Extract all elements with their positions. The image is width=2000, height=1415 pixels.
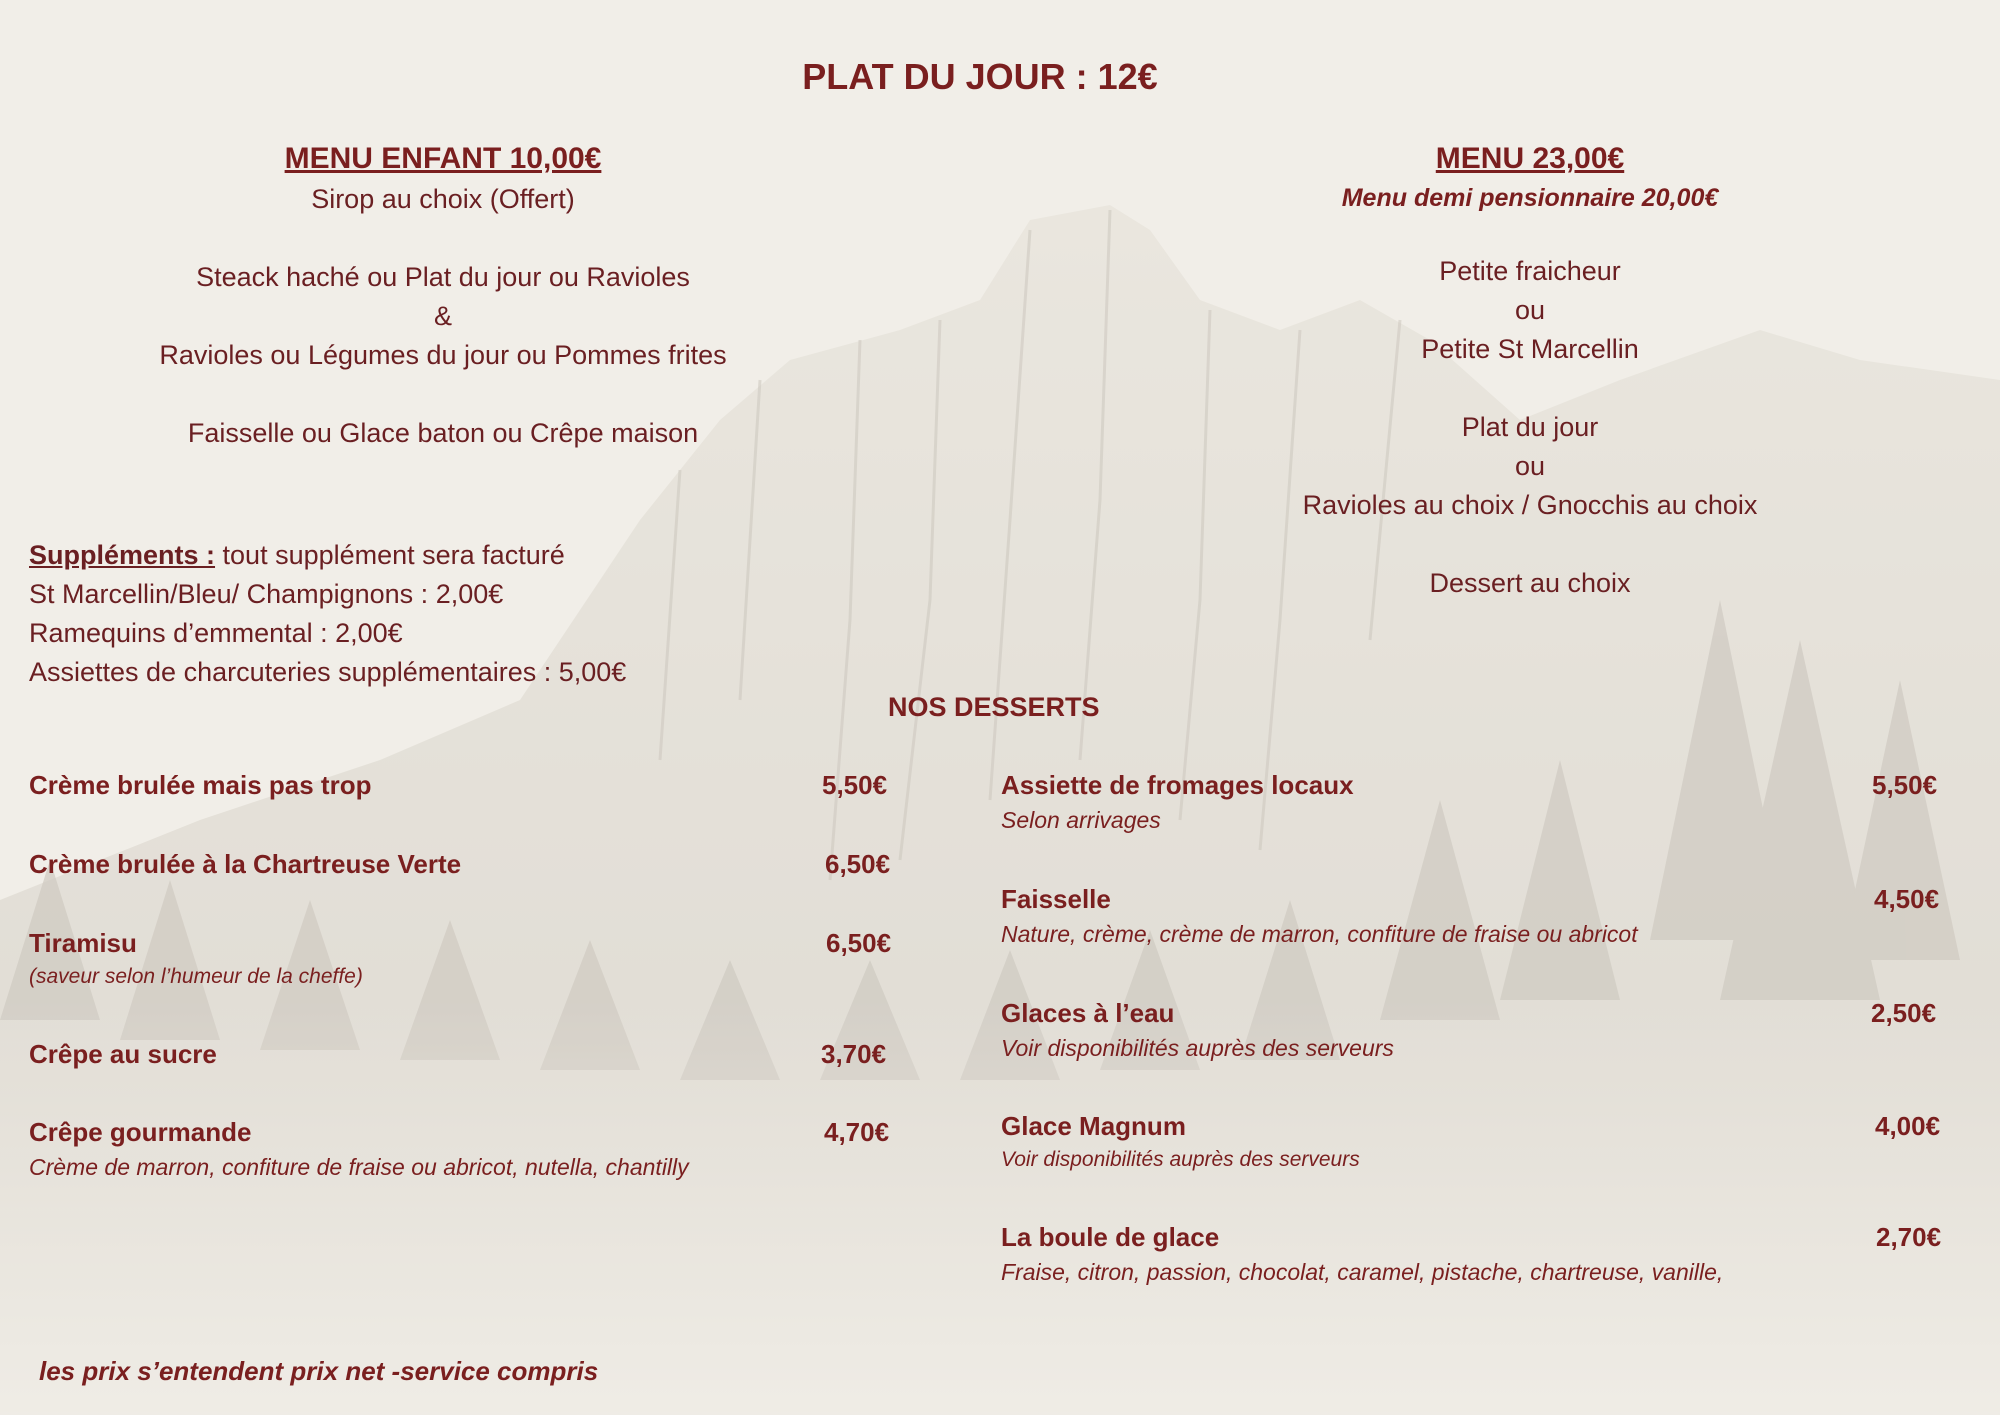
menu-enfant-line: & [433, 301, 452, 331]
dessert-name: Tiramisu [29, 928, 137, 958]
dessert-price: 6,50€ [826, 928, 892, 958]
menu-line: Ravioles au choix / Gnocchis au choix [1302, 490, 1758, 520]
dessert-name: Glaces à l’eau [1001, 998, 1175, 1028]
menu-enfant-line: Faisselle ou Glace baton ou Crêpe maison [187, 418, 699, 448]
menu-line: ou [1514, 295, 1546, 325]
menu-line: ou [1514, 451, 1546, 481]
menu-enfant-line: Steack haché ou Plat du jour ou Ravioles [196, 262, 690, 292]
dessert-name: Glace Magnum [1001, 1111, 1186, 1141]
dessert-price: 3,70€ [821, 1039, 887, 1069]
supplements-label: Suppléments : [29, 540, 216, 570]
dessert-price: 4,00€ [1875, 1111, 1941, 1141]
dessert-description: Voir disponibilités auprès des serveurs [1001, 1148, 1360, 1171]
menu-enfant-lines [100, 180, 786, 453]
menu-enfant-title: MENU ENFANT 10,00€ [284, 142, 602, 175]
dessert-description: Selon arrivages [1001, 807, 1161, 833]
menu-lines [1200, 213, 1860, 603]
dessert-description: Nature, crème, crème de marron, confiture de fraise ou abricot [1001, 921, 1638, 947]
menu-section [1200, 142, 1860, 603]
dessert-item [1001, 884, 1961, 948]
dessert-price: 2,70€ [1876, 1222, 1942, 1252]
dessert-description: Voir disponibilités auprès des serveurs [1001, 1035, 1394, 1061]
menu-enfant-line [100, 219, 786, 258]
menu-enfant-line [100, 375, 786, 414]
menu-enfant-line: Sirop au choix (Offert) [311, 184, 575, 214]
dessert-item [1001, 998, 1961, 1062]
supplements-header [29, 536, 929, 575]
dessert-name: La boule de glace [1001, 1222, 1220, 1252]
dessert-name: Assiette de fromages locaux [1001, 770, 1354, 800]
footer-note: les prix s’entendent prix net -service compris [39, 1356, 599, 1386]
menu-line: Petite St Marcellin [1421, 334, 1639, 364]
menu-line: Plat du jour [1461, 412, 1599, 442]
menu-subtitle: Menu demi pensionnaire 20,00€ [1341, 184, 1719, 212]
dessert-item [1001, 770, 1961, 834]
dessert-item [1001, 1222, 1961, 1286]
dessert-description: (saveur selon l’humeur de la cheffe) [29, 965, 363, 988]
dessert-price: 4,50€ [1874, 884, 1940, 914]
desserts-title: NOS DESSERTS [888, 692, 1100, 722]
dessert-price: 5,50€ [822, 770, 888, 800]
dessert-name: Crème brulée mais pas trop [29, 770, 372, 800]
menu-enfant-section [100, 142, 786, 453]
dessert-item [1001, 1111, 1961, 1172]
dessert-description: Fraise, citron, passion, chocolat, caramel, pistache, chartreuse, vanille, [1001, 1259, 1724, 1285]
plat-du-jour-title: PLAT DU JOUR : 12€ [802, 56, 1158, 97]
dessert-item [29, 1117, 909, 1181]
menu-line [1200, 525, 1860, 564]
menu-line [1200, 369, 1860, 408]
dessert-price: 6,50€ [825, 849, 891, 879]
dessert-name: Crêpe gourmande [29, 1117, 252, 1147]
dessert-item [29, 770, 909, 801]
dessert-item [29, 849, 909, 880]
menu-enfant-line: Ravioles ou Légumes du jour ou Pommes frites [159, 340, 727, 370]
dessert-item [29, 928, 909, 989]
dessert-name: Faisselle [1001, 884, 1111, 914]
dessert-price: 4,70€ [824, 1117, 890, 1147]
dessert-name: Crêpe au sucre [29, 1039, 217, 1069]
menu-line: Dessert au choix [1429, 568, 1631, 598]
dessert-price: 5,50€ [1872, 770, 1938, 800]
supplements-section [29, 536, 929, 692]
supplement-item: St Marcellin/Bleu/ Champignons : 2,00€ [29, 579, 504, 609]
dessert-name: Crème brulée à la Chartreuse Verte [29, 849, 462, 879]
dessert-item [29, 1039, 909, 1070]
supplement-item: Ramequins d’emmental : 2,00€ [29, 618, 403, 648]
menu-line: Petite fraicheur [1439, 256, 1621, 286]
menu-title: MENU 23,00€ [1435, 142, 1625, 175]
menu-line [1200, 213, 1860, 252]
dessert-price: 2,50€ [1871, 998, 1937, 1028]
dessert-description: Crème de marron, confiture de fraise ou abricot, nutella, chantilly [29, 1154, 689, 1180]
supplements-note: tout supplément sera facturé [215, 540, 565, 570]
supplement-item: Assiettes de charcuteries supplémentaires : 5,00€ [29, 657, 627, 687]
